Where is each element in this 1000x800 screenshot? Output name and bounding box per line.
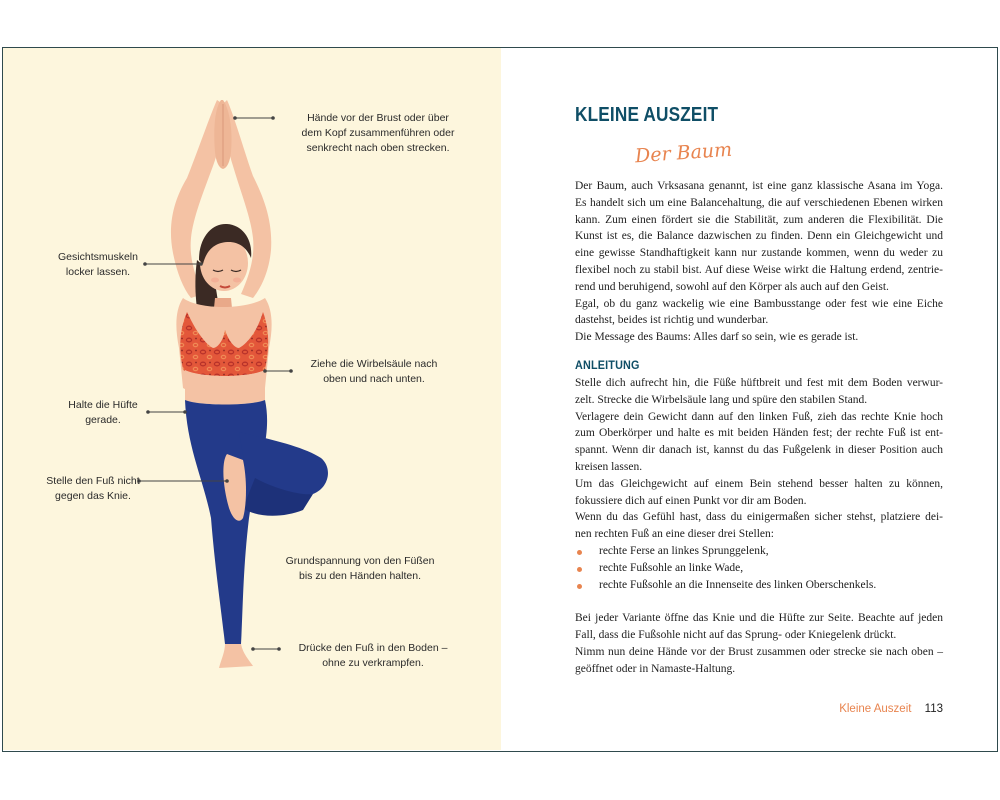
- book-spread: [2, 47, 998, 752]
- intro-paragraph: Der Baum, auch Vrksasana genannt, ist eine ganz klassische Asana im Yoga. Es handelt sich um eine Balancehaltung, die auf verschiedenen Ebenen wirken kann. Zum einen fördert sie die Stabilität, zum anderen die Flexibilität. Die Kunst ist es, die Balance dazwischen zu finden. Denn ein Gleichgewicht und eine gewisse Standhaftigkeit kann nur zustande kommen, wenn du weder zu flexibel noch zu stabil bist. Auf diese Weise wirkt die Haltung erdend, zentrie- rend und beruhigend, sowohl auf den Körper als auch auf den Geist. Egal, ob du ganz wackelig wie eine Bambusstange oder fest wie eine Eiche dastehst, beides ist richtig und wunderbar. Die Message des Baums: Alles darf so sein, wie es gerade ist.: [575, 180, 943, 344]
- page-footer: [839, 703, 943, 715]
- section-heading-instructions: ANLEITUNG: [575, 358, 640, 372]
- callout-hands: Hände vor der Brust oder über dem Kopf zusammenführen oder senkrecht nach oben strecken.: [301, 112, 455, 154]
- pose-subtitle: Der Baum: [634, 138, 733, 168]
- callout-tension: Grundspannung von den Füßen bis zu den Händen halten.: [285, 555, 435, 582]
- callout-spine: Ziehe die Wirbelsäule nach oben und nach unten.: [310, 358, 438, 385]
- callout-ground: Drücke den Fuß in den Boden – ohne zu verkrampfen.: [298, 642, 448, 669]
- callout-hip: Halte die Hüfte gerade.: [68, 399, 138, 426]
- instructions-text: Stelle dich aufrecht hin, die Füße hüftbreit und fest mit dem Boden verwur- zelt. Strecke die Wirbelsäule lang und spüre den stabilen Stand. Verlagere dein Gewicht dann auf den linken Fuß, zieh das rechte Knie hoch zum Oberkörper und halte es mit beiden Händen fest; der rechte Fuß ist ent- spannt. Wenn dir danach ist, kannst du das Fußgelenk in dieser Position auch kreisen lassen. Um das Gleichgewicht auf einem Bein stehend besser halten zu können, fokussiere dich auf einen Punkt vor dir am Boden. Wenn du das Gefühl hast, dass du einigermaßen sicher stehst, platziere dei- nen rechten Fuß an eine dieser drei Stellen: rechte Ferse an linkes Sprunggelenk, rechte Fußsohle an linke Wade, rechte Fußsohle an die Innenseite des linken Oberschenkels. Bei jeder Variante öffne das Knie und die Hüfte zur Seite. Beachte auf jeden Fall, dass die Fußsohle nicht auf das Sprung- oder Kniegelenk drückt. Nimm nun deine Hände vor der Brust zusammen oder strecke sie nach oben – geöffnet oder in Namaste-Haltung.: [575, 377, 943, 675]
- callout-foot: Stelle den Fuß nicht gegen das Knie.: [46, 475, 140, 502]
- page-number: 113: [924, 703, 943, 715]
- list-item: rechte Fußsohle an linke Wade,: [575, 560, 943, 577]
- footer-section-name: Kleine Auszeit: [839, 703, 912, 715]
- right-page: [501, 48, 997, 750]
- list-item: rechte Fußsohle an die Innenseite des linken Oberschenkels.: [575, 577, 943, 594]
- page-title: KLEINE AUSZEIT: [575, 104, 719, 126]
- callout-face: Gesichtsmuskeln locker lassen.: [58, 251, 138, 278]
- left-page: [3, 48, 501, 750]
- list-item: rechte Ferse an linkes Sprunggelenk,: [575, 543, 943, 560]
